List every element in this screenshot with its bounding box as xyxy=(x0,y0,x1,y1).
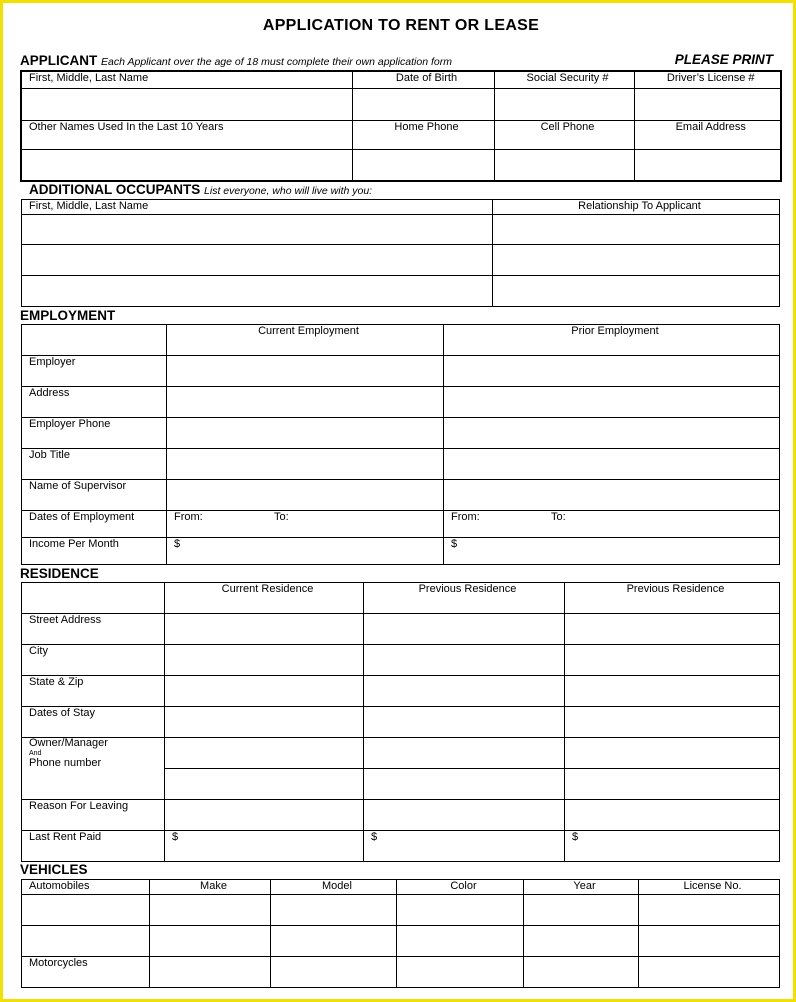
current-from-label: From: xyxy=(174,511,203,523)
current-employer-field[interactable] xyxy=(167,356,444,387)
current-employer-address-field[interactable] xyxy=(167,387,444,418)
current-employer-phone-field[interactable] xyxy=(167,418,444,449)
occupants-section-heading xyxy=(29,182,372,197)
prior-supervisor-field[interactable] xyxy=(444,480,780,511)
previous-owner-manager-field-2[interactable] xyxy=(565,738,780,769)
occupants-note: List everyone, who will live with you: xyxy=(204,185,373,197)
cell-phone-label: Cell Phone xyxy=(494,120,634,149)
previous-residence-header-2: Previous Residence xyxy=(565,583,780,614)
current-rent-field[interactable] xyxy=(165,831,364,862)
make-field[interactable] xyxy=(150,895,271,926)
applicant-name-label: First, Middle, Last Name xyxy=(21,71,352,88)
automobiles-header: Automobiles xyxy=(22,880,150,895)
other-names-label: Other Names Used In the Last 10 Years xyxy=(21,120,352,149)
previous-city-field-2[interactable] xyxy=(565,645,780,676)
current-state-zip-field[interactable] xyxy=(165,676,364,707)
currency-symbol: $ xyxy=(572,831,579,843)
dates-of-employment-label: Dates of Employment xyxy=(22,511,167,538)
license-no-header: License No. xyxy=(639,880,780,895)
dates-of-stay-label: Dates of Stay xyxy=(22,707,165,738)
previous-dates-of-stay-field-1[interactable] xyxy=(364,707,565,738)
current-reason-field[interactable] xyxy=(165,800,364,831)
current-supervisor-field[interactable] xyxy=(167,480,444,511)
applicant-section-heading xyxy=(20,53,452,68)
street-address-label: Street Address xyxy=(22,614,165,645)
previous-reason-field-1[interactable] xyxy=(364,800,565,831)
occupant-name-field[interactable] xyxy=(22,245,493,276)
employment-heading: EMPLOYMENT xyxy=(20,308,116,323)
occupant-name-field[interactable] xyxy=(22,215,493,245)
and-label: And xyxy=(29,750,42,757)
year-field[interactable] xyxy=(524,926,639,957)
make-field[interactable] xyxy=(150,957,271,988)
currency-symbol: $ xyxy=(172,831,179,843)
current-dates-of-stay-field[interactable] xyxy=(165,707,364,738)
currency-symbol: $ xyxy=(371,831,378,843)
employer-address-label: Address xyxy=(22,387,167,418)
city-label: City xyxy=(22,645,165,676)
make-field[interactable] xyxy=(150,926,271,957)
prior-from-label: From: xyxy=(451,511,480,523)
occupant-relationship-field[interactable] xyxy=(493,245,780,276)
current-income-field[interactable] xyxy=(167,538,444,565)
relationship-header: Relationship To Applicant xyxy=(493,200,780,215)
occupants-table xyxy=(21,199,780,307)
prior-employer-address-field[interactable] xyxy=(444,387,780,418)
previous-owner-manager-field-1[interactable] xyxy=(364,738,565,769)
color-field[interactable] xyxy=(397,957,524,988)
color-field[interactable] xyxy=(397,895,524,926)
automobile-field[interactable] xyxy=(22,926,150,957)
occupant-name-field[interactable] xyxy=(22,276,493,307)
prior-employer-field[interactable] xyxy=(444,356,780,387)
model-field[interactable] xyxy=(271,957,397,988)
year-header: Year xyxy=(524,880,639,895)
applicant-table xyxy=(20,70,782,182)
applicant-name-field[interactable] xyxy=(21,88,352,120)
residence-heading: RESIDENCE xyxy=(20,566,99,581)
current-to-label: To: xyxy=(274,511,289,523)
currency-symbol: $ xyxy=(451,538,458,550)
employment-corner-cell xyxy=(22,325,167,356)
drivers-license-label: Driver’s License # xyxy=(634,71,781,88)
applicant-heading: APPLICANT xyxy=(20,53,98,68)
current-employment-dates-field[interactable] xyxy=(167,511,444,538)
last-rent-paid-label: Last Rent Paid xyxy=(22,831,165,862)
model-header: Model xyxy=(271,880,397,895)
license-no-field[interactable] xyxy=(639,926,780,957)
prior-job-title-field[interactable] xyxy=(444,449,780,480)
previous-city-field-1[interactable] xyxy=(364,645,565,676)
previous-owner-phone-field-1[interactable] xyxy=(364,769,565,800)
previous-rent-field-2[interactable] xyxy=(565,831,780,862)
make-header: Make xyxy=(150,880,271,895)
motorcycles-label: Motorcycles xyxy=(22,957,150,988)
supervisor-label: Name of Supervisor xyxy=(22,480,167,511)
owner-manager-label-cell xyxy=(22,738,165,800)
dob-field[interactable] xyxy=(352,88,494,120)
model-field[interactable] xyxy=(271,895,397,926)
previous-state-zip-field-2[interactable] xyxy=(565,676,780,707)
residence-corner-cell xyxy=(22,583,165,614)
applicant-note: Each Applicant over the age of 18 must complete their own application form xyxy=(101,56,452,68)
job-title-label: Job Title xyxy=(22,449,167,480)
owner-manager-label: Owner/Manager xyxy=(29,737,108,749)
previous-state-zip-field-1[interactable] xyxy=(364,676,565,707)
dob-label: Date of Birth xyxy=(352,71,494,88)
current-employment-header: Current Employment xyxy=(167,325,444,356)
license-no-field[interactable] xyxy=(639,895,780,926)
current-owner-manager-field[interactable] xyxy=(165,738,364,769)
state-zip-label: State & Zip xyxy=(22,676,165,707)
current-city-field[interactable] xyxy=(165,645,364,676)
current-residence-header: Current Residence xyxy=(165,583,364,614)
drivers-license-field[interactable] xyxy=(634,88,781,120)
phone-number-label: Phone number xyxy=(29,757,102,769)
vehicles-table xyxy=(21,879,780,988)
home-phone-label: Home Phone xyxy=(352,120,494,149)
year-field[interactable] xyxy=(524,895,639,926)
other-names-field[interactable] xyxy=(21,149,352,181)
cell-phone-field[interactable] xyxy=(494,149,634,181)
previous-rent-field-1[interactable] xyxy=(364,831,565,862)
prior-employment-dates-field[interactable] xyxy=(444,511,780,538)
occupant-relationship-field[interactable] xyxy=(493,276,780,307)
vehicles-heading: VEHICLES xyxy=(20,862,88,877)
residence-table xyxy=(21,582,780,862)
previous-owner-phone-field-2[interactable] xyxy=(565,769,780,800)
reason-for-leaving-label: Reason For Leaving xyxy=(22,800,165,831)
prior-income-field[interactable] xyxy=(444,538,780,565)
current-owner-phone-field[interactable] xyxy=(165,769,364,800)
ssn-label: Social Security # xyxy=(494,71,634,88)
page-title: APPLICATION TO RENT OR LEASE xyxy=(262,17,540,34)
ssn-field[interactable] xyxy=(494,88,634,120)
license-no-field[interactable] xyxy=(639,957,780,988)
occupant-name-header: First, Middle, Last Name xyxy=(22,200,493,215)
email-field[interactable] xyxy=(634,149,781,181)
model-field[interactable] xyxy=(271,926,397,957)
color-header: Color xyxy=(397,880,524,895)
color-field[interactable] xyxy=(397,926,524,957)
please-print-label: PLEASE PRINT xyxy=(674,52,773,67)
employment-table xyxy=(21,324,780,565)
prior-employer-phone-field[interactable] xyxy=(444,418,780,449)
home-phone-field[interactable] xyxy=(352,149,494,181)
previous-residence-header-1: Previous Residence xyxy=(364,583,565,614)
occupant-relationship-field[interactable] xyxy=(493,215,780,245)
occupants-heading: ADDITIONAL OCCUPANTS xyxy=(29,182,201,197)
employer-phone-label: Employer Phone xyxy=(22,418,167,449)
income-per-month-label: Income Per Month xyxy=(22,538,167,565)
email-label: Email Address xyxy=(634,120,781,149)
previous-reason-field-2[interactable] xyxy=(565,800,780,831)
prior-to-label: To: xyxy=(551,511,566,523)
previous-dates-of-stay-field-2[interactable] xyxy=(565,707,780,738)
previous-street-field-2[interactable] xyxy=(565,614,780,645)
currency-symbol: $ xyxy=(174,538,181,550)
automobile-field[interactable] xyxy=(22,895,150,926)
prior-employment-header: Prior Employment xyxy=(444,325,780,356)
employer-label: Employer xyxy=(22,356,167,387)
previous-street-field-1[interactable] xyxy=(364,614,565,645)
current-street-field[interactable] xyxy=(165,614,364,645)
year-field[interactable] xyxy=(524,957,639,988)
current-job-title-field[interactable] xyxy=(167,449,444,480)
